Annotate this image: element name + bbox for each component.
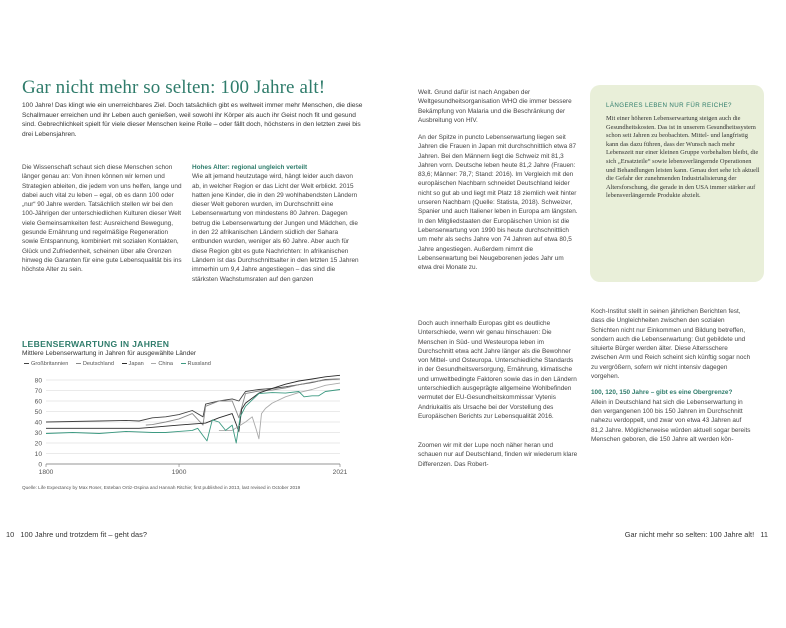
info-box-title: LÄNGERES LEBEN NUR FÜR REICHE? — [606, 102, 732, 109]
legend-item-de: Deutschland — [76, 361, 114, 367]
series-line-russland — [46, 390, 340, 444]
running-title-right: Gar nicht mehr so selten: 100 Jahre alt! — [624, 530, 755, 539]
y-tick-label: 60 — [34, 398, 42, 406]
footer-right — [625, 530, 768, 539]
x-tick-label: 1900 — [171, 469, 187, 476]
series-line-china — [219, 383, 340, 439]
chart-source: Quelle: Life Expectancy by Max Roser, Esteban Ortiz-Ospina and Hannah Ritchie; first published in 2013, last revised in October 2019 — [22, 485, 301, 490]
body-column-1: Die Wissenschaft schaut sich diese Menschen schon länger genau an: Von ihnen können wir lernen und Strategien ableiten, die jedem von uns helfen, lange und dabei auch vital zu leben – egal, ob es dann 100 oder „nur“ 90 Jahre werden. Tatsächlich stellen wir bei den 100-Jährigen der unterschiedlichen Kulturen dieser Welt viele Gemeinsamkeiten fest: Ausreichend Bewegung, gesunde Ernährung und regelmäßige Regeneration sowie Entspannung, kombiniert mit sozialen Kontakten, Glück und Zufriedenheit, scheinen über alle Grenzen hinweg die Garanten für eine gute Lebensqualität bis ins höchste Alter zu sein. — [22, 164, 182, 274]
body-column-4 — [591, 307, 751, 444]
y-tick-label: 40 — [34, 419, 42, 427]
chart-title: LEBENSERWARTUNG IN JAHREN — [22, 339, 170, 349]
page-number-left: 10 — [6, 530, 15, 539]
body-column-3-p4: Zoomen wir mit der Lupe noch näher heran und schauen nur auf Deutschland, finden wir wiederum klare Differenzen. Das Robert- — [418, 442, 578, 468]
section-heading-regional: Hohes Alter: regional ungleich verteilt — [192, 164, 308, 171]
y-tick-label: 10 — [34, 450, 42, 458]
y-tick-label: 80 — [34, 377, 42, 385]
body-column-3 — [418, 88, 578, 125]
legend-item-cn: China — [151, 361, 173, 367]
lead-paragraph: 100 Jahre! Das klingt wie ein unerreichbares Ziel. Doch tatsächlich gibt es weltweit immer mehr Menschen, die diese Schallmauer erreichen und ihr Leben auch genießen, weil sowohl ihr Körper als auch ihr Geist noch fit und gesund sind. Gebrechlichkeit spielt für viele dieser Menschen keine Rolle – oder fällt doch, höchstens in den letzten zwei bis drei Lebensjahren. — [22, 102, 363, 138]
footer-left — [6, 530, 147, 539]
body-column-3-p2: An der Spitze in puncto Lebenserwartung liegen seit Jahren die Frauen in Japan mit durchschnittlich etwa 87 Jahren. Bei den Männern liegt die Schweiz mit 81,3 Jahren vorn. Deutsche leben heute 81,2 Jahre (Frauen: 83,6; Männer: 78,7; Stand: 2016). Im Vergleich mit den europäischen Nachbarn schneidet Deutschland leider nicht so gut ab und liegt mit Platz 18 ziemlich weit hinter unseren Nachbarn (Quelle: Statista, 2018). Schweizer, Spanier und auch Italiener leben in Europa am längsten. In den Mitgliedstaaten der Europäischen Union ist die Lebenserwartung von 1990 bis heute durchschnittlich um mehr als sechs Jahre von 74 Jahren auf etwa 80,5 Jahre angestiegen. Außerdem nimmt die Lebenserwartung bei Neugeborenen jedes Jahr um etwa drei Monate zu. — [418, 134, 578, 272]
legend-item-ru: Russland — [181, 361, 211, 367]
body-column-2-text: Wie alt jemand heutzutage wird, hängt leider auch davon ab, in welcher Region er das Licht der Welt erblickt. 2015 hatten jene Kinder, die in den 29 wohlhabendsten Ländern dieser Welt geboren wurden, im Durchschnitt eine Lebenserwartung von mindestens 80 Jahren. Dagegen betrug die Lebenserwartung der Jungen und Mädchen, die in den 22 afrikanischen Ländern südlich der Sahara entbunden wurden, weniger als 60 Jahre. Aber auch für diese Region gibt es gute Nachrichten: In afrikanischen Ländern ist das Durchschnittsalter in den letzten 15 Jahren immerhin um 9,4 Jahre angestiegen – das sind die stärksten Wachstumsraten auf den ganzen — [192, 173, 359, 283]
body-column-2 — [192, 163, 362, 284]
body-column-4-p2: Allein in Deutschland hat sich die Lebenserwartung in den vergangenen 100 bis 150 Jahren im Durchschnitt nahezu verdoppelt, und zwar von etwa 43 Jahren auf 81,2 Jahre. Möglicherweise würden aktuell sogar bereits Menschen geboren, die 150 Jahre alt werden kön- — [591, 398, 751, 443]
x-tick-label: 1800 — [38, 469, 54, 476]
y-tick-label: 50 — [34, 408, 42, 416]
body-column-3-p1: Welt. Grund dafür ist nach Angaben der Weltgesundheitsorganisation WHO die immer bessere Bekämpfung von Malaria und die Beschränkung der Ausbreitung von HIV. — [418, 89, 572, 124]
x-tick-label: 2021 — [332, 469, 348, 476]
chart-legend — [24, 361, 217, 367]
body-column-3-p3: Doch auch innerhalb Europas gibt es deutliche Unterschiede, wenn wir genau hinschauen: Die Menschen in Süd- und Westeuropa leben im Durchschnitt etwa acht Jahre länger als die Bewohner von Mittel- und Osteuropa. Unterschiedliche Standards in der Gesundheitsversorgung, Ernährung, klimatische und umweltbedingte Faktoren sowie das in den Ländern unterschiedlich ausgeprägte allgemeine Wohlbefinden vermutet der EU-Gesundheitskommissar Vytenis Andriukaitis als Ursache bei der Vorstellung des Europäischen Berichts zur Lebensqualität 2016. — [418, 320, 577, 420]
chart-subtitle: Mittlere Lebenserwartung in Jahren für ausgewählte Länder — [22, 350, 197, 357]
life-expectancy-chart — [22, 372, 352, 482]
page-title: Gar nicht mehr so selten: 100 Jahre alt! — [22, 77, 326, 98]
running-title-left: 100 Jahre und trotzdem fit – geht das? — [20, 530, 147, 539]
body-column-4-p1: Koch-Institut stellt in seinen jährlichen Berichten fest, dass die Ungleichheiten zwischen den sozialen Schichten nicht nur Einkommen und Bildung betreffen, sondern auch die Lebenserwartung: Gut gebildete und situierte Bürger werden älter. Diese Altersschere zwischen Arm und Reich scheint sich künftig sogar noch zu vergrößern, sofern wir nicht intensiv dagegen vorgehen. — [591, 308, 751, 381]
page-number-right: 11 — [760, 530, 768, 539]
legend-item-gb: Großbritannien — [24, 361, 68, 367]
series-line-japan — [46, 375, 340, 431]
y-tick-label: 30 — [34, 429, 42, 437]
y-tick-label: 20 — [34, 440, 42, 448]
series-line-deutschland — [146, 379, 340, 425]
section-heading-obergrenze: 100, 120, 150 Jahre – gibt es eine Obergrenze? — [591, 389, 733, 397]
y-tick-label: 70 — [34, 387, 42, 395]
legend-item-jp: Japan — [122, 361, 144, 367]
info-box-text: Mit einer höheren Lebenserwartung steigen auch die Gesundheitskosten. Das ist in unserem Gesundheitssystem schon seit Jahren zu beobachten. Mittel- und langfristig kann das dazu führen, dass der Wunsch nach mehr Lebenszeit nur einer kleinen Gruppe vorbehalten bleibt, die sich „Ersatzteile“ sowie lebensverlängernde Operationen und Behandlungen leisten kann. Genau dort sehe ich aktuell die Gefahr der zunehmenden Industrialisierung der Altersforschung, die gerade in den USA immer stärker auf lebensverlängernde Produkte abzielt. — [606, 115, 760, 200]
y-tick-label: 0 — [38, 461, 42, 469]
